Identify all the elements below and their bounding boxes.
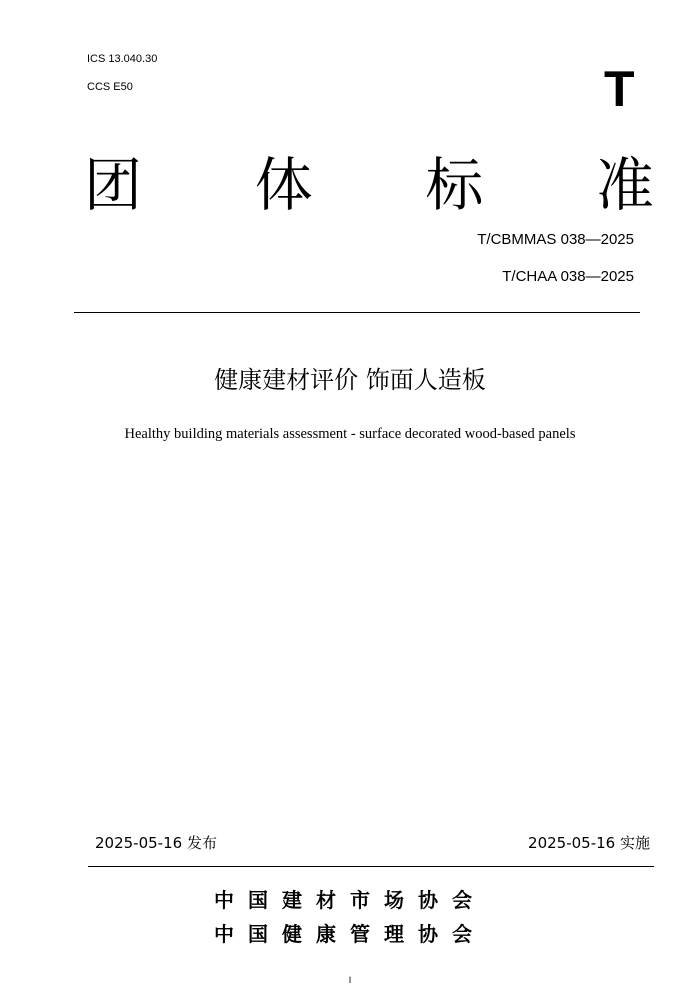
standard-code-primary: T/CBMMAS 038—2025 xyxy=(477,231,634,248)
doc-type-char: 体 xyxy=(254,151,313,219)
bottom-divider xyxy=(88,866,654,867)
standard-type-mark: T xyxy=(604,61,635,117)
issuer-organization: 中国建材市场协会 xyxy=(214,888,486,912)
document-title-english: Healthy building materials assessment - surface decorated wood-based panels xyxy=(124,426,576,442)
doc-type-char: 标 xyxy=(425,151,484,219)
page-number: I xyxy=(348,975,352,985)
publish-date: 2025-05-16 发布 xyxy=(95,834,217,852)
document-type-heading xyxy=(84,150,654,220)
top-divider xyxy=(74,312,640,313)
ics-code: ICS 13.040.30 xyxy=(87,53,158,65)
ccs-code: CCS E50 xyxy=(87,81,133,93)
implementation-date: 2025-05-16 实施 xyxy=(528,834,650,852)
doc-type-char: 团 xyxy=(84,151,143,219)
document-title-chinese: 健康建材评价 饰面人造板 xyxy=(214,366,486,394)
issuer-organization: 中国健康管理协会 xyxy=(214,922,486,946)
doc-type-char: 准 xyxy=(595,151,654,219)
standard-code-secondary: T/CHAA 038—2025 xyxy=(502,268,634,285)
